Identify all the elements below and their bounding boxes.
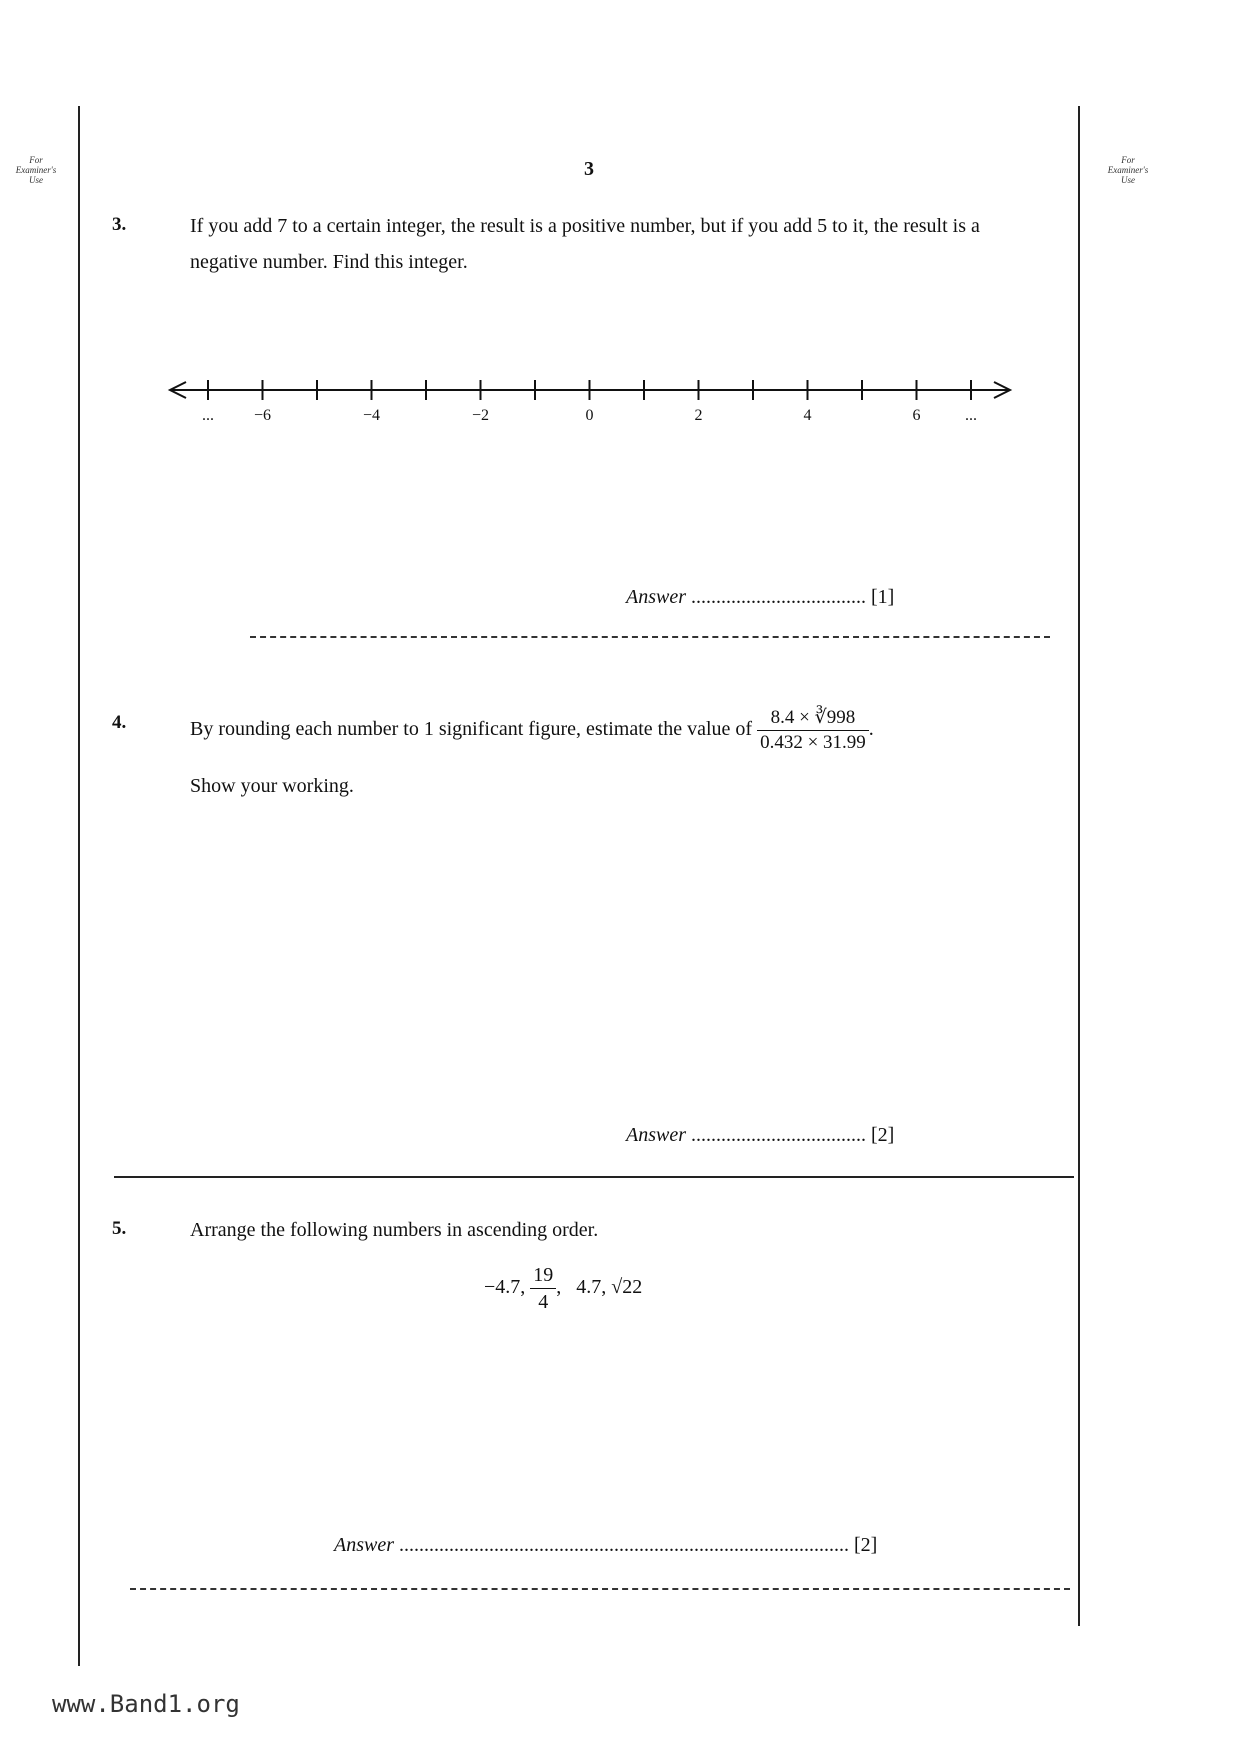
q4-text-main: By rounding each number to 1 significant figure, estimate the value of (190, 718, 753, 741)
divider-q4-q5 (114, 1176, 1074, 1178)
q5-answer (334, 1534, 877, 1557)
q4-answer-line[interactable]: ................................... (691, 1124, 866, 1146)
q5-text: Arrange the following numbers in ascending order. (190, 1219, 599, 1241)
divider-q3-q4 (250, 636, 1050, 638)
q5-number: 5. (112, 1218, 127, 1239)
left-margin-note: For Examiner's Use (15, 155, 57, 185)
q5-fraction (530, 1262, 556, 1315)
q5-marks: [2] (854, 1534, 878, 1556)
number-line-label: 6 (912, 407, 921, 424)
number-line-label: 4 (803, 407, 812, 424)
q5-fraction-numerator: 19 (530, 1262, 556, 1289)
q3-answer-line[interactable]: ................................... (691, 586, 866, 608)
q5-expr-a: −4.7, (484, 1276, 526, 1299)
divider-bottom (130, 1588, 1070, 1590)
number-line-label: ... (965, 407, 977, 424)
number-line-label: 0 (585, 407, 594, 424)
q3-answer-label: Answer (626, 586, 686, 608)
q3-number: 3. (112, 214, 127, 235)
number-line-label: −6 (253, 407, 272, 424)
right-margin-line (1078, 106, 1080, 1626)
footer-url: www.Band1.org (52, 1690, 240, 1718)
number-line-label: −4 (362, 407, 381, 424)
number-line-label: −2 (471, 407, 490, 424)
q4-fraction-denominator: 0.432 × 31.99 (760, 732, 866, 753)
q4-answer (626, 1124, 894, 1147)
number-line-label: 2 (694, 407, 703, 424)
q5-expr-c: √22 (611, 1276, 643, 1299)
q3-text: If you add 7 to a certain integer, the result is a positive number, but if you add 5 to it, the result is a negative number. Find this integer. (190, 215, 980, 273)
q4-text: By rounding each number to 1 significant figure, estimate the value of $\frac{8.4 \times ∛998}{0.432 \times 31.99}$ . (190, 707, 874, 753)
q5-answer-line[interactable]: .......................................................................................... (399, 1534, 849, 1556)
number-line (160, 370, 1020, 430)
q4-instruction: Show your working. (190, 775, 354, 797)
number-line-label: ... (202, 407, 214, 424)
left-margin-line (78, 106, 80, 1666)
q5-answer-label: Answer (334, 1534, 394, 1556)
q4-number: 4. (112, 712, 127, 733)
q5-fraction-denominator: 4 (538, 1291, 549, 1313)
q5-expr-b: , 4.7, (556, 1276, 607, 1299)
q4-answer-label: Answer (626, 1124, 686, 1146)
q5-expression (484, 1262, 642, 1315)
q3-answer (626, 586, 894, 609)
q4-fraction-numerator: 8.4 × ∛998 (757, 706, 869, 731)
q4-marks: [2] (871, 1124, 895, 1146)
q4-fraction (757, 706, 869, 755)
q3-marks: [1] (871, 586, 895, 608)
page-number: 3 (584, 158, 594, 180)
right-margin-note: For Examiner's Use (1107, 155, 1149, 185)
